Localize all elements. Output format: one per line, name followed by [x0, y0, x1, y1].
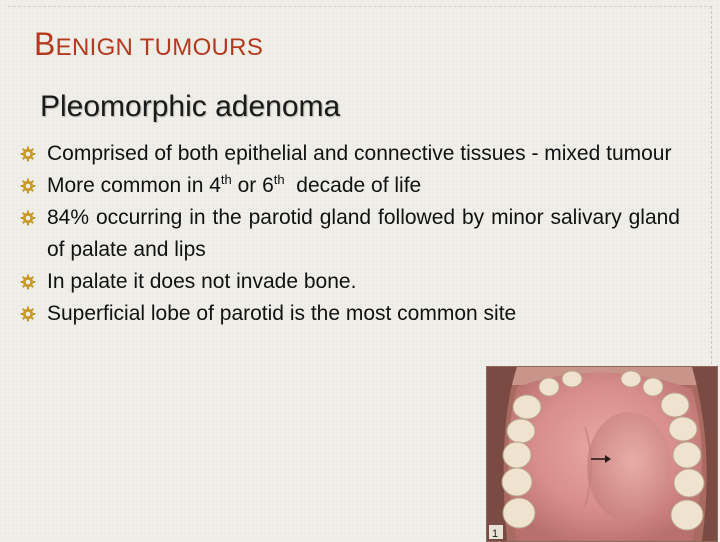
bullet-text: 84% occurring in the parotid gland followed by minor salivary gland of palate and lips	[47, 206, 680, 261]
clinical-photo	[486, 366, 718, 542]
figure-number: 1	[492, 528, 499, 540]
bullet-text-pre: More common in 4	[47, 174, 221, 197]
gear-icon	[20, 146, 36, 162]
gear-icon	[20, 306, 36, 322]
palate-photo-illustration	[487, 367, 717, 541]
bullet-text-mid: or 6	[231, 174, 274, 197]
bullet-text: In palate it does not invade bone.	[47, 270, 357, 293]
slide-subtitle: Pleomorphic adenoma	[40, 90, 341, 123]
ordinal-suffix: th	[220, 172, 232, 187]
gear-icon	[20, 274, 36, 290]
slide-title	[34, 26, 263, 63]
bullet-text: Comprised of both epithelial and connective tissues - mixed tumour	[47, 142, 672, 165]
title-rest: ENIGN TUMOURS	[55, 34, 264, 61]
bullet-item	[20, 298, 680, 330]
bullet-item	[20, 266, 680, 298]
bullet-text: Superficial lobe of parotid is the most common site	[47, 302, 517, 325]
ordinal-suffix: th	[273, 172, 285, 187]
bullet-item	[20, 170, 680, 202]
bullet-item	[20, 202, 680, 266]
gear-icon	[20, 178, 36, 194]
gear-icon	[20, 210, 36, 226]
bullet-text-post: decade of life	[284, 174, 422, 197]
title-initial: B	[34, 26, 56, 62]
bullet-list	[20, 138, 680, 330]
bullet-item	[20, 138, 680, 170]
